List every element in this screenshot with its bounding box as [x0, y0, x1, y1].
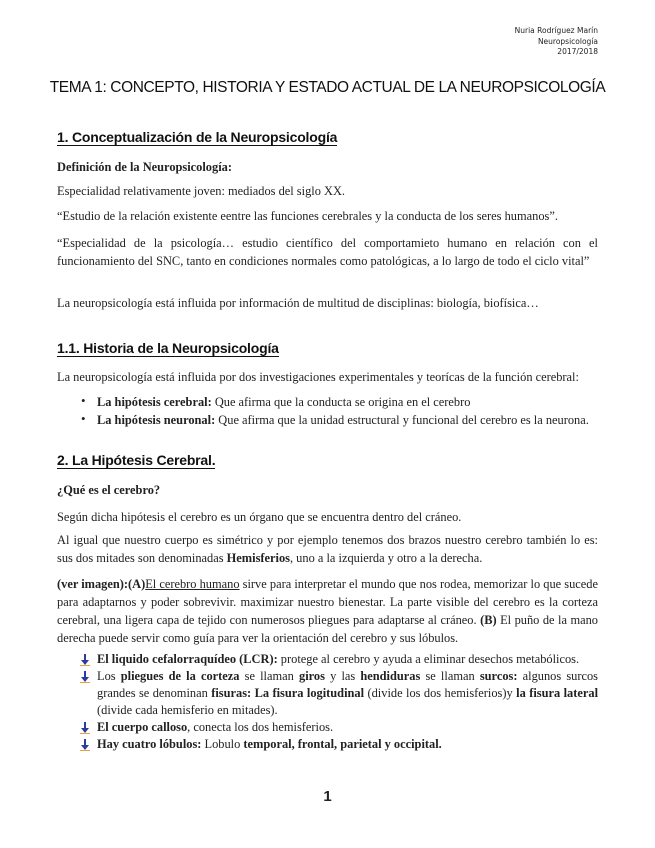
- text-run: Lobulo: [201, 737, 244, 751]
- text-run: , conecta los dos hemisferios.: [187, 720, 334, 734]
- text-run: sirve para interpretar el mundo que nos rodea, memorizar lo que sucede para adaptarnos y poder sobrevivir. maximizar nuestro bienestar. La parte visible del cerebro es la corteza cerebral, una ligera capa de tejido con numerosos pliegues para adaptarse al cráneo.: [57, 577, 598, 627]
- paragraph: [57, 575, 598, 647]
- arrow-down-bullet-icon: [80, 722, 90, 734]
- section-heading-1: [57, 129, 337, 145]
- list-item: [57, 411, 598, 429]
- section-heading-2-text: 2. La Hipótesis Cerebral.: [57, 452, 216, 468]
- text-run: , uno a la izquierda y otro a la derecha.: [289, 551, 483, 565]
- text-run: se llaman: [239, 669, 299, 683]
- paragraph: Según dicha hipótesis el cerebro es un órgano que se encuentra dentro del cráneo.: [57, 510, 462, 524]
- paragraph: Especialidad relativamente joven: mediados del siglo XX.: [57, 184, 345, 198]
- underlined-text: El cerebro humano: [145, 577, 240, 591]
- bold-text: la fisura lateral: [516, 686, 599, 700]
- document-title: TEMA 1: CONCEPTO, HISTORIA Y ESTADO ACTUAL DE LA NEUROPSICOLOGÍA: [49, 79, 606, 96]
- bold-text: (B): [480, 613, 497, 627]
- bold-text: surcos:: [479, 669, 518, 683]
- list-item: [57, 736, 598, 753]
- text-run: y las: [324, 669, 361, 683]
- text-run: Al igual que nuestro cuerpo es simétrico y por ejemplo tenemos dos brazos nuestro cerebro también lo es: sus dos mitades son denominadas: [57, 533, 598, 565]
- page-number: 1: [323, 788, 332, 805]
- header-author: Nuria Rodríguez Marín: [514, 26, 598, 35]
- list-item: [57, 651, 598, 668]
- bold-text: temporal, frontal, parietal y occipital.: [243, 737, 442, 751]
- text-run: El puño de la mano derecha puede servir como guía para ver la orientación del cerebro y sus lóbulos.: [57, 613, 598, 645]
- paragraph: La neuropsicología está influida por información de multitud de disciplinas: biología, biofísica…: [57, 296, 539, 310]
- text-run: (divide los dos hemisferios)y: [364, 686, 517, 700]
- bold-text: (ver imagen):(A): [57, 577, 146, 591]
- bold-text: hendiduras: [360, 669, 421, 683]
- header-subject: Neuropsicología: [537, 36, 598, 46]
- arrow-down-bullet-icon: [80, 654, 90, 666]
- text-run: Que afirma que la conducta se origina en el cerebro: [211, 395, 471, 409]
- bold-text: fisuras: La fisura logitudinal: [211, 686, 365, 700]
- bold-text: La hipótesis neuronal:: [97, 413, 216, 427]
- section-heading-1-text: 1. Conceptualización de la Neuropsicología: [57, 129, 338, 145]
- list-item: [57, 668, 598, 719]
- text-run: algunos surcos grandes se denominan: [97, 669, 598, 700]
- paragraph: La neuropsicología está influida por dos investigaciones experimentales y teorícas de la función cerebral:: [57, 370, 579, 384]
- brain-facts-list: [57, 651, 598, 753]
- section-heading-1-1: [57, 340, 279, 356]
- header-year: 2017/2018: [557, 47, 598, 56]
- bold-text: El liquido cefalorraquídeo (LCR):: [97, 652, 278, 666]
- text-run: se llaman: [420, 669, 480, 683]
- bold-text: El cuerpo calloso: [97, 720, 188, 734]
- arrow-down-bullet-icon: [80, 739, 90, 751]
- paragraph-quote: “Especialidad de la psicología… estudio científico del comportamieto humano en relación con el funcionamiento del SNC, tanto en condiciones normales como patológicas, a lo largo de todo el ciclo vital”: [57, 236, 598, 268]
- subheading-que-es-cerebro: ¿Qué es el cerebro?: [57, 483, 161, 497]
- bold-text: giros: [299, 669, 325, 683]
- list-item: [57, 393, 598, 411]
- hypothesis-list: [57, 393, 598, 429]
- text-run: (divide cada hemisferio en mitades).: [97, 703, 278, 717]
- list-item: [57, 719, 598, 736]
- subheading-definicion: Definición de la Neuropsicología:: [57, 160, 232, 174]
- bold-text: Hay cuatro lóbulos:: [97, 737, 202, 751]
- section-heading-1-1-text: 1.1. Historia de la Neuropsicología: [57, 340, 279, 356]
- paragraph-quote: “Estudio de la relación existente eentre las funciones cerebrales y la conducta de los seres humanos”.: [57, 209, 558, 223]
- bold-text: Hemisferios: [226, 551, 290, 565]
- paragraph: [57, 531, 598, 567]
- bold-text: pliegues de la corteza: [120, 669, 240, 683]
- text-run: Que afirma que la unidad estructural y funcional del cerebro es la neurona.: [215, 413, 589, 427]
- text-run: protege al cerebro y ayuda a eliminar desechos metabólicos.: [277, 652, 580, 666]
- bold-text: La hipótesis cerebral:: [97, 395, 212, 409]
- arrow-down-bullet-icon: [80, 671, 90, 683]
- page-header: [515, 26, 598, 58]
- text-run: Los: [97, 669, 121, 683]
- section-heading-2: [57, 452, 215, 468]
